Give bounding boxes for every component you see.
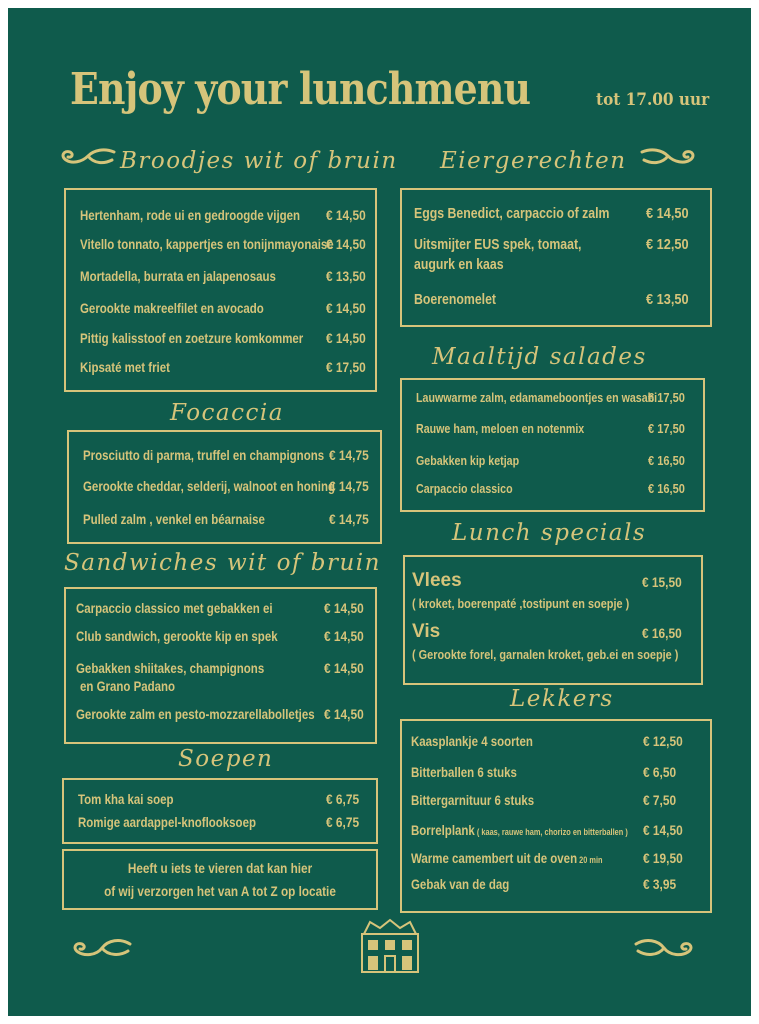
menu-item [80,359,370,379]
menu-item-price: € 7,50 [643,792,677,808]
menu-item-name: Hertenham, rode ui en gedroogde vijgen [80,207,301,223]
menu-item-price: € 13,50 [326,268,366,284]
menu-item [416,390,700,410]
menu-item-price: € 6,75 [326,814,360,830]
menu-item-name: Pittig kalisstoof en zoetzure komkommer [80,330,304,346]
menu-item-name: Kaasplankje 4 soorten [411,733,533,749]
menu-item-name: Gebak van de dag [411,876,510,892]
special-description: ( Gerookte forel, garnalen kroket, geb.ei en soepje ) [412,647,679,662]
menu-item-name: Tom kha kai soep [78,791,174,807]
section-heading-lekkers: Lekkers [510,686,614,712]
section-heading-eiergerechten: Eiergerechten [440,148,627,174]
menu-item [83,511,373,531]
menu-item [80,300,370,320]
menu-item-price: € 16,50 [648,481,685,496]
note-box [62,849,378,910]
menu-item [76,600,372,620]
menu-item [411,850,707,870]
menu-item-price: € 17,50 [326,359,366,375]
soepen-box [62,778,378,844]
menu-item-price: € 19,50 [643,850,683,866]
menu-item-price: € 14,50 [326,300,366,316]
menu-item-price: € 14,75 [329,478,369,494]
menu-item-name: Romige aardappel-knoflooksoep [78,814,256,830]
section-heading-sandwiches: Sandwiches wit of bruin [64,550,381,576]
menu-item [414,205,704,225]
swirl-ornament-icon [638,146,702,168]
menu-item [78,791,372,811]
special-price: € 15,50 [642,574,682,590]
menu-item-name-line2: en Grano Padano [80,678,176,694]
section-heading-lunch-specials: Lunch specials [452,520,647,546]
special-price: € 16,50 [642,625,682,641]
menu-item-name: Carpaccio classico [416,481,513,496]
menu-item-name: Carpaccio classico met gebakken ei [76,600,273,616]
menu-item [411,822,707,842]
special-name: Vlees [412,570,462,591]
menu-item-price: € 14,50 [324,628,364,644]
menu-item-price: € 14,75 [329,511,369,527]
menu-item [80,330,370,350]
menu-item-price: € 14,50 [324,600,364,616]
menu-item [414,236,704,273]
menu-item-name: Bitterballen 6 stuks [411,764,517,780]
menu-item-name: Prosciutto di parma, truffel en champignons [83,447,325,463]
menu-item-price: € 6,75 [326,791,360,807]
menu-item [76,628,372,648]
menu-item-price: € 14,75 [329,447,369,463]
menu-item-price: € 12,50 [646,236,689,253]
menu-item-price: € 12,50 [643,733,683,749]
menu-item [76,706,372,726]
menu-item-note: ( kaas, rauwe ham, chorizo en bitterballen ) [474,827,628,837]
menu-item-name: Gebakken shiitakes, champignons [76,660,265,676]
menu-item-price: € 16,50 [648,453,685,468]
menu-item-name: Gerookte zalm en pesto-mozzarellabolletjes [76,706,315,722]
menu-item [83,478,373,498]
shopfront-logo-icon [358,918,422,974]
menu-item-price: € 17,50 [648,390,685,405]
menu-item-name: Gebakken kip ketjap [416,453,520,468]
page-title: Enjoy your lunchmenu [70,64,531,115]
menu-item-name: Mortadella, burrata en jalapenosaus [80,268,276,284]
menu-item-name: Boerenomelet [414,291,497,308]
menu-item-name: Pulled zalm , venkel en béarnaise [83,511,265,527]
menu-item [416,453,700,473]
menu-item-price: € 14,50 [326,236,366,252]
menu-item-price: € 14,50 [326,207,366,223]
menu-item-name: Uitsmijter EUS spek, tomaat, [414,236,582,253]
menu-item-price: € 14,50 [326,330,366,346]
menu-item [80,268,370,288]
special-description: ( kroket, boerenpaté ,tostipunt en soepje ) [412,596,630,611]
menu-item-price: € 14,50 [646,205,689,222]
section-heading-broodjes: Broodjes wit of bruin [120,148,398,174]
menu-item-price: € 14,50 [324,660,364,676]
menu-page [8,8,751,1016]
menu-item [414,291,704,311]
menu-item-name: Bittergarnituur 6 stuks [411,792,535,808]
menu-item [411,876,707,896]
menu-item [76,660,372,694]
menu-item-name: Borrelplank ( kaas, rauwe ham, chorizo en bitterballen ) [411,822,628,838]
menu-item [411,733,707,753]
menu-item-name: Lauwwarme zalm, edamameboontjes en wasabi [416,390,658,405]
menu-item [80,236,370,256]
menu-item-name-line2: augurk en kaas [414,256,504,273]
note-line-2: of wij verzorgen het van A tot Z op locatie [104,883,336,899]
menu-item-name: Rauwe ham, meloen en notenmix [416,421,585,436]
menu-item-price: € 13,50 [646,291,689,308]
menu-item [416,481,700,501]
menu-item-price: € 14,50 [324,706,364,722]
menu-item [416,421,700,441]
menu-item-name: Eggs Benedict, carpaccio of zalm [414,205,610,222]
menu-item [80,207,370,227]
menu-item [411,764,707,784]
page-subtitle: tot 17.00 uur [596,90,710,110]
menu-item-name: Vitello tonnato, kappertjes en tonijnmayonaise [80,236,334,252]
swirl-ornament-icon [68,936,134,960]
menu-item-name: Kipsaté met friet [80,359,170,375]
section-heading-focaccia: Focaccia [170,400,284,426]
menu-item-price: € 14,50 [643,822,683,838]
menu-item-name: Gerookte makreelfilet en avocado [80,300,264,316]
swirl-ornament-icon [632,936,698,960]
menu-item [78,814,372,834]
swirl-ornament-icon [58,146,118,168]
menu-item-name: Warme camembert uit de oven 20 min [411,850,603,866]
menu-item-price: € 3,95 [643,876,677,892]
section-heading-salades: Maaltijd salades [432,344,647,370]
menu-item-price: € 6,50 [643,764,677,780]
menu-item-name: Gerookte cheddar, selderij, walnoot en honing [83,478,335,494]
note-line-1: Heeft u iets te vieren dat kan hier [127,860,313,876]
special-name: Vis [412,621,441,642]
menu-item [83,447,373,467]
section-heading-soepen: Soepen [178,746,274,772]
menu-item-price: € 17,50 [648,421,685,436]
menu-item [411,792,707,812]
menu-item-note: 20 min [577,855,603,865]
menu-item-name: Club sandwich, gerookte kip en spek [76,628,278,644]
